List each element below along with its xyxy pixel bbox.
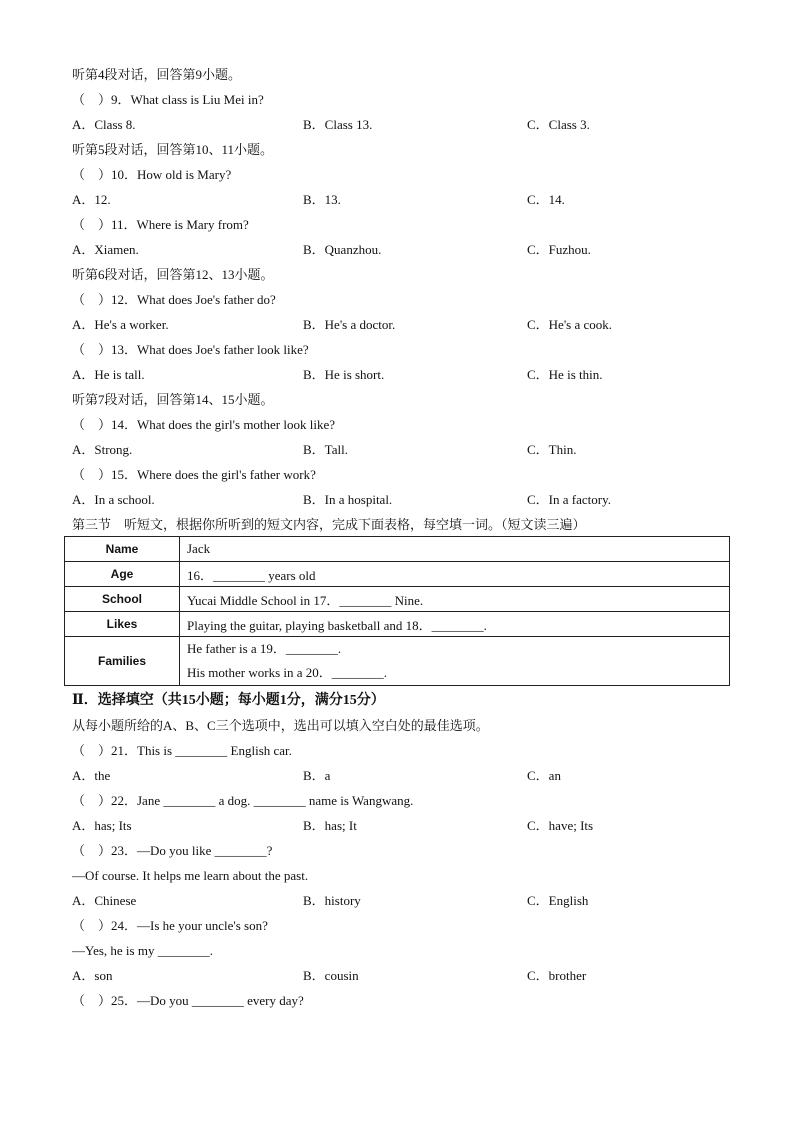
table-header-cell: School: [65, 587, 180, 612]
question-12: （ ）12．What does Joe's father do?: [72, 292, 276, 307]
table-row: [65, 562, 730, 587]
option-a: A．son: [72, 968, 113, 983]
option-c: C．He's a cook.: [527, 317, 613, 332]
question-9: （ ）9．What class is Liu Mei in?: [72, 92, 264, 107]
option-b: B．Tall.: [303, 442, 348, 457]
option-c: C．In a factory.: [527, 492, 611, 507]
section-3-instruction: 第三节 听短文，根据你所听到的短文内容，完成下面表格，每空填一词。（短文读三遍）: [72, 517, 586, 532]
question-15-options: [72, 487, 732, 512]
option-c: C．14.: [527, 192, 565, 207]
option-c: C．Fuzhou.: [527, 242, 591, 257]
option-a: A．In a school.: [72, 492, 155, 507]
option-a: A．Strong.: [72, 442, 133, 457]
option-a: A．Xiamen.: [72, 242, 139, 257]
option-a: A．Chinese: [72, 893, 137, 908]
question-24-reply: —Yes, he is my ________.: [72, 943, 213, 958]
option-b: B．a: [303, 768, 331, 783]
question-23-reply: —Of course. It helps me learn about the past.: [72, 868, 309, 883]
option-c: C．an: [527, 768, 561, 783]
question-12-options: [72, 312, 732, 337]
listening-table: [64, 536, 730, 686]
table-row: [65, 537, 730, 562]
question-24-options: [72, 963, 732, 988]
option-c: C．have; Its: [527, 818, 594, 833]
exam-page: [72, 62, 732, 1008]
families-line-2: His mother works in a 20．________.: [187, 665, 388, 680]
dialogue-7-instruction: 听第7段对话，回答第14、15小题。: [72, 392, 274, 407]
question-22: （ ）22．Jane ________ a dog. ________ name is Wangwang.: [72, 793, 414, 808]
option-b: B．Class 13.: [303, 117, 373, 132]
question-14-options: [72, 437, 732, 462]
option-c: C．Class 3.: [527, 117, 590, 132]
option-b: B．13.: [303, 192, 341, 207]
part-2-section: [72, 688, 732, 1013]
question-13-options: [72, 362, 732, 387]
table-cell: Jack: [180, 537, 730, 562]
question-24: （ ）24．—Is he your uncle's son?: [72, 918, 268, 933]
table-header-cell: Likes: [65, 612, 180, 637]
question-23-options: [72, 888, 732, 913]
option-a: A．the: [72, 768, 111, 783]
option-b: B．history: [303, 893, 361, 908]
option-a: A．He is tall.: [72, 367, 145, 382]
option-c: C．He is thin.: [527, 367, 603, 382]
option-a: A．Class 8.: [72, 117, 136, 132]
table-header-cell: Age: [65, 562, 180, 587]
option-a: A．has; Its: [72, 818, 132, 833]
part-2-instruction: 从每小题所给的A、B、C三个选项中，选出可以填入空白处的最佳选项。: [72, 718, 489, 733]
option-b: B．He is short.: [303, 367, 385, 382]
question-10: （ ）10．How old is Mary?: [72, 167, 232, 182]
question-11: （ ）11．Where is Mary from?: [72, 217, 249, 232]
table-header-cell: Families: [65, 637, 180, 686]
option-a: A．12.: [72, 192, 111, 207]
table-header-cell: Name: [65, 537, 180, 562]
table-cell: [180, 637, 730, 686]
question-9-options: [72, 112, 732, 137]
dialogue-4-instruction: 听第4段对话，回答第9小题。: [72, 67, 242, 82]
question-25: （ ）25．—Do you ________ every day?: [72, 993, 304, 1008]
option-c: C．brother: [527, 968, 587, 983]
option-b: B．He's a doctor.: [303, 317, 396, 332]
question-10-options: [72, 187, 732, 212]
option-c: C．Thin.: [527, 442, 577, 457]
table-row: [65, 587, 730, 612]
table-row: [65, 612, 730, 637]
dialogue-6-instruction: 听第6段对话，回答第12、13小题。: [72, 267, 274, 282]
question-11-options: [72, 237, 732, 262]
option-b: B．cousin: [303, 968, 359, 983]
option-b: B．Quanzhou.: [303, 242, 382, 257]
option-c: C．English: [527, 893, 589, 908]
table-row: [65, 637, 730, 686]
question-23: （ ）23．—Do you like ________?: [72, 843, 273, 858]
option-a: A．He's a worker.: [72, 317, 169, 332]
part-2-heading: Ⅱ．选择填空（共15小题；每小题1分，满分15分）: [72, 693, 385, 708]
question-15: （ ）15．Where does the girl's father work?: [72, 467, 316, 482]
option-b: B．In a hospital.: [303, 492, 393, 507]
option-b: B．has; It: [303, 818, 357, 833]
families-line-1: He father is a 19．________.: [187, 641, 342, 656]
question-22-options: [72, 813, 732, 838]
question-21-options: [72, 763, 732, 788]
dialogue-5-instruction: 听第5段对话，回答第10、11小题。: [72, 142, 274, 157]
table-cell: Playing the guitar, playing basketball and 18．________.: [180, 612, 730, 637]
table-cell: 16．________ years old: [180, 562, 730, 587]
question-14: （ ）14．What does the girl's mother look like?: [72, 417, 336, 432]
question-21: （ ）21．This is ________ English car.: [72, 743, 292, 758]
question-13: （ ）13．What does Joe's father look like?: [72, 342, 309, 357]
table-cell: Yucai Middle School in 17．________ Nine.: [180, 587, 730, 612]
